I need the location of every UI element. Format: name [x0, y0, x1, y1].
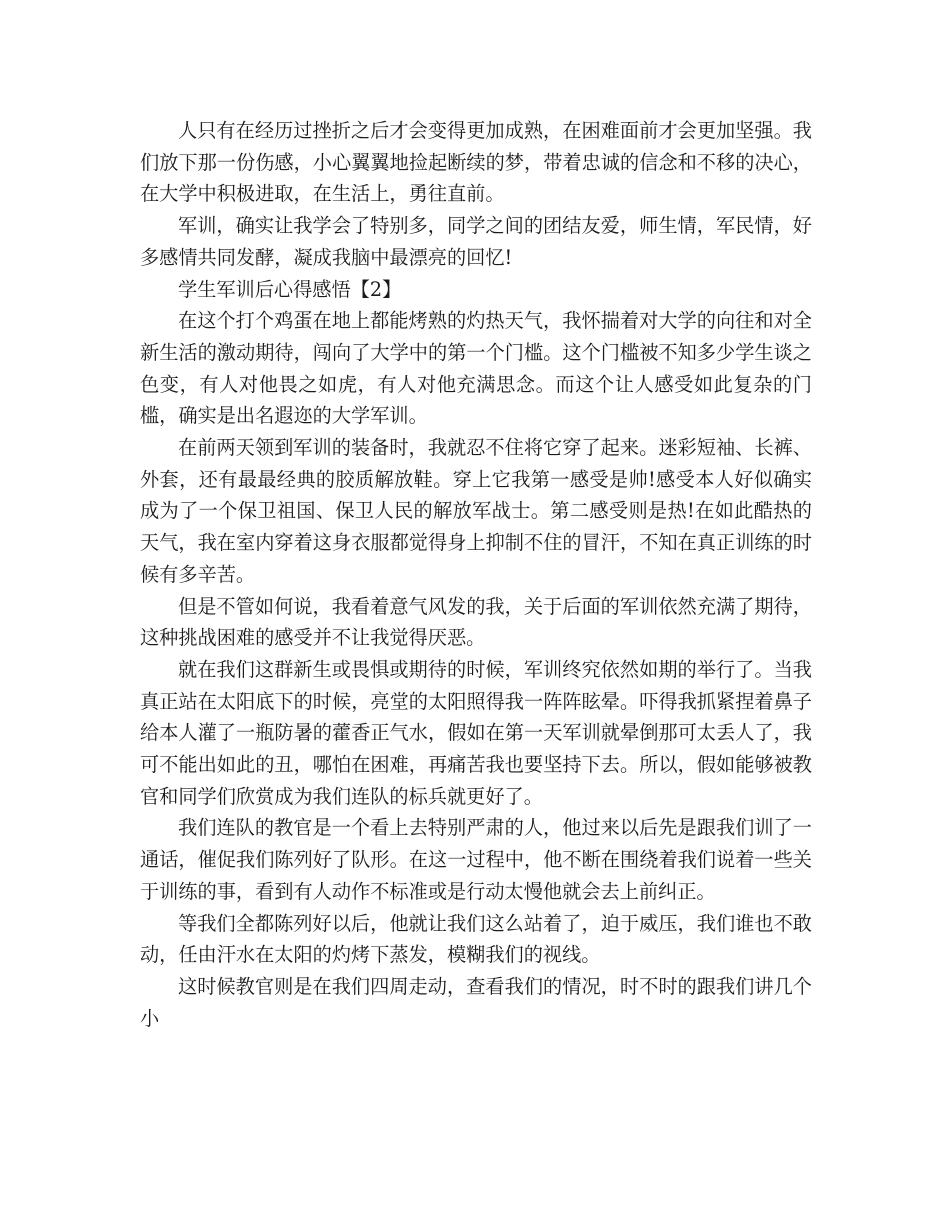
paragraph: 我们连队的教官是一个看上去特别严肃的人，他过来以后先是跟我们训了一通话，催促我们陈列好了队形。在这一过程中，他不断在围绕着我们说着一些关于训练的事，看到有人动作不标准或是行动太慢他就会去上前纠正。	[140, 816, 812, 903]
paragraph: 在这个打个鸡蛋在地上都能烤熟的灼热天气，我怀揣着对大学的向往和对全新生活的激动期待，闯向了大学中的第一个门槛。这个门槛被不知多少学生谈之色变，有人对他畏之如虎，有人对他充满思念。而这个让人感受如此复杂的门槛，确实是出名遐迩的大学军训。	[140, 309, 812, 428]
paragraph: 人只有在经历过挫折之后才会变得更加成熟，在困难面前才会更加坚强。我们放下那一份伤感，小心翼翼地捡起断续的梦，带着忠诚的信念和不移的决心，在大学中积极进取，在生活上，勇往直前。	[140, 119, 812, 206]
paragraph: 等我们全都陈列好以后，他就让我们这么站着了，迫于威压，我们谁也不敢动，任由汗水在太阳的灼烤下蒸发，模糊我们的视线。	[140, 911, 812, 967]
section-heading: 学生军训后心得感悟【2】	[178, 277, 402, 301]
paragraph: 在前两天领到军训的装备时，我就忍不住将它穿了起来。迷彩短袖、长裤、外套，还有最最经典的胶质解放鞋。穿上它我第一感受是帅!感受本人好似确实成为了一个保卫祖国、保卫人民的解放军战士。第二感受则是热!在如此酷热的天气，我在室内穿着这身衣服都觉得身上抑制不住的冒汗，不知在真正训练的时候有多辛苦。	[140, 436, 812, 586]
paragraph: 但是不管如何说，我看着意气风发的我，关于后面的军训依然充满了期待，这种挑战困难的感受并不让我觉得厌恶。	[140, 594, 812, 650]
paragraph: 这时候教官则是在我们四周走动，查看我们的情况，时不时的跟我们讲几个小	[140, 974, 812, 1030]
document-body	[140, 115, 812, 1034]
paragraph: 就在我们这群新生或畏惧或期待的时候，军训终究依然如期的举行了。当我真正站在太阳底下的时候，亮堂的太阳照得我一阵阵眩晕。吓得我抓紧捏着鼻子给本人灌了一瓶防暑的藿香正气水，假如在第一天军训就晕倒那可太丢人了，我可不能出如此的丑，哪怕在困难，再痛苦我也要坚持下去。所以，假如能够被教官和同学们欣赏成为我们连队的标兵就更好了。	[140, 657, 812, 808]
paragraph: 军训，确实让我学会了特别多，同学之间的团结友爱，师生情，军民情，好多感情共同发酵，凝成我脑中最漂亮的回忆!	[140, 214, 812, 269]
